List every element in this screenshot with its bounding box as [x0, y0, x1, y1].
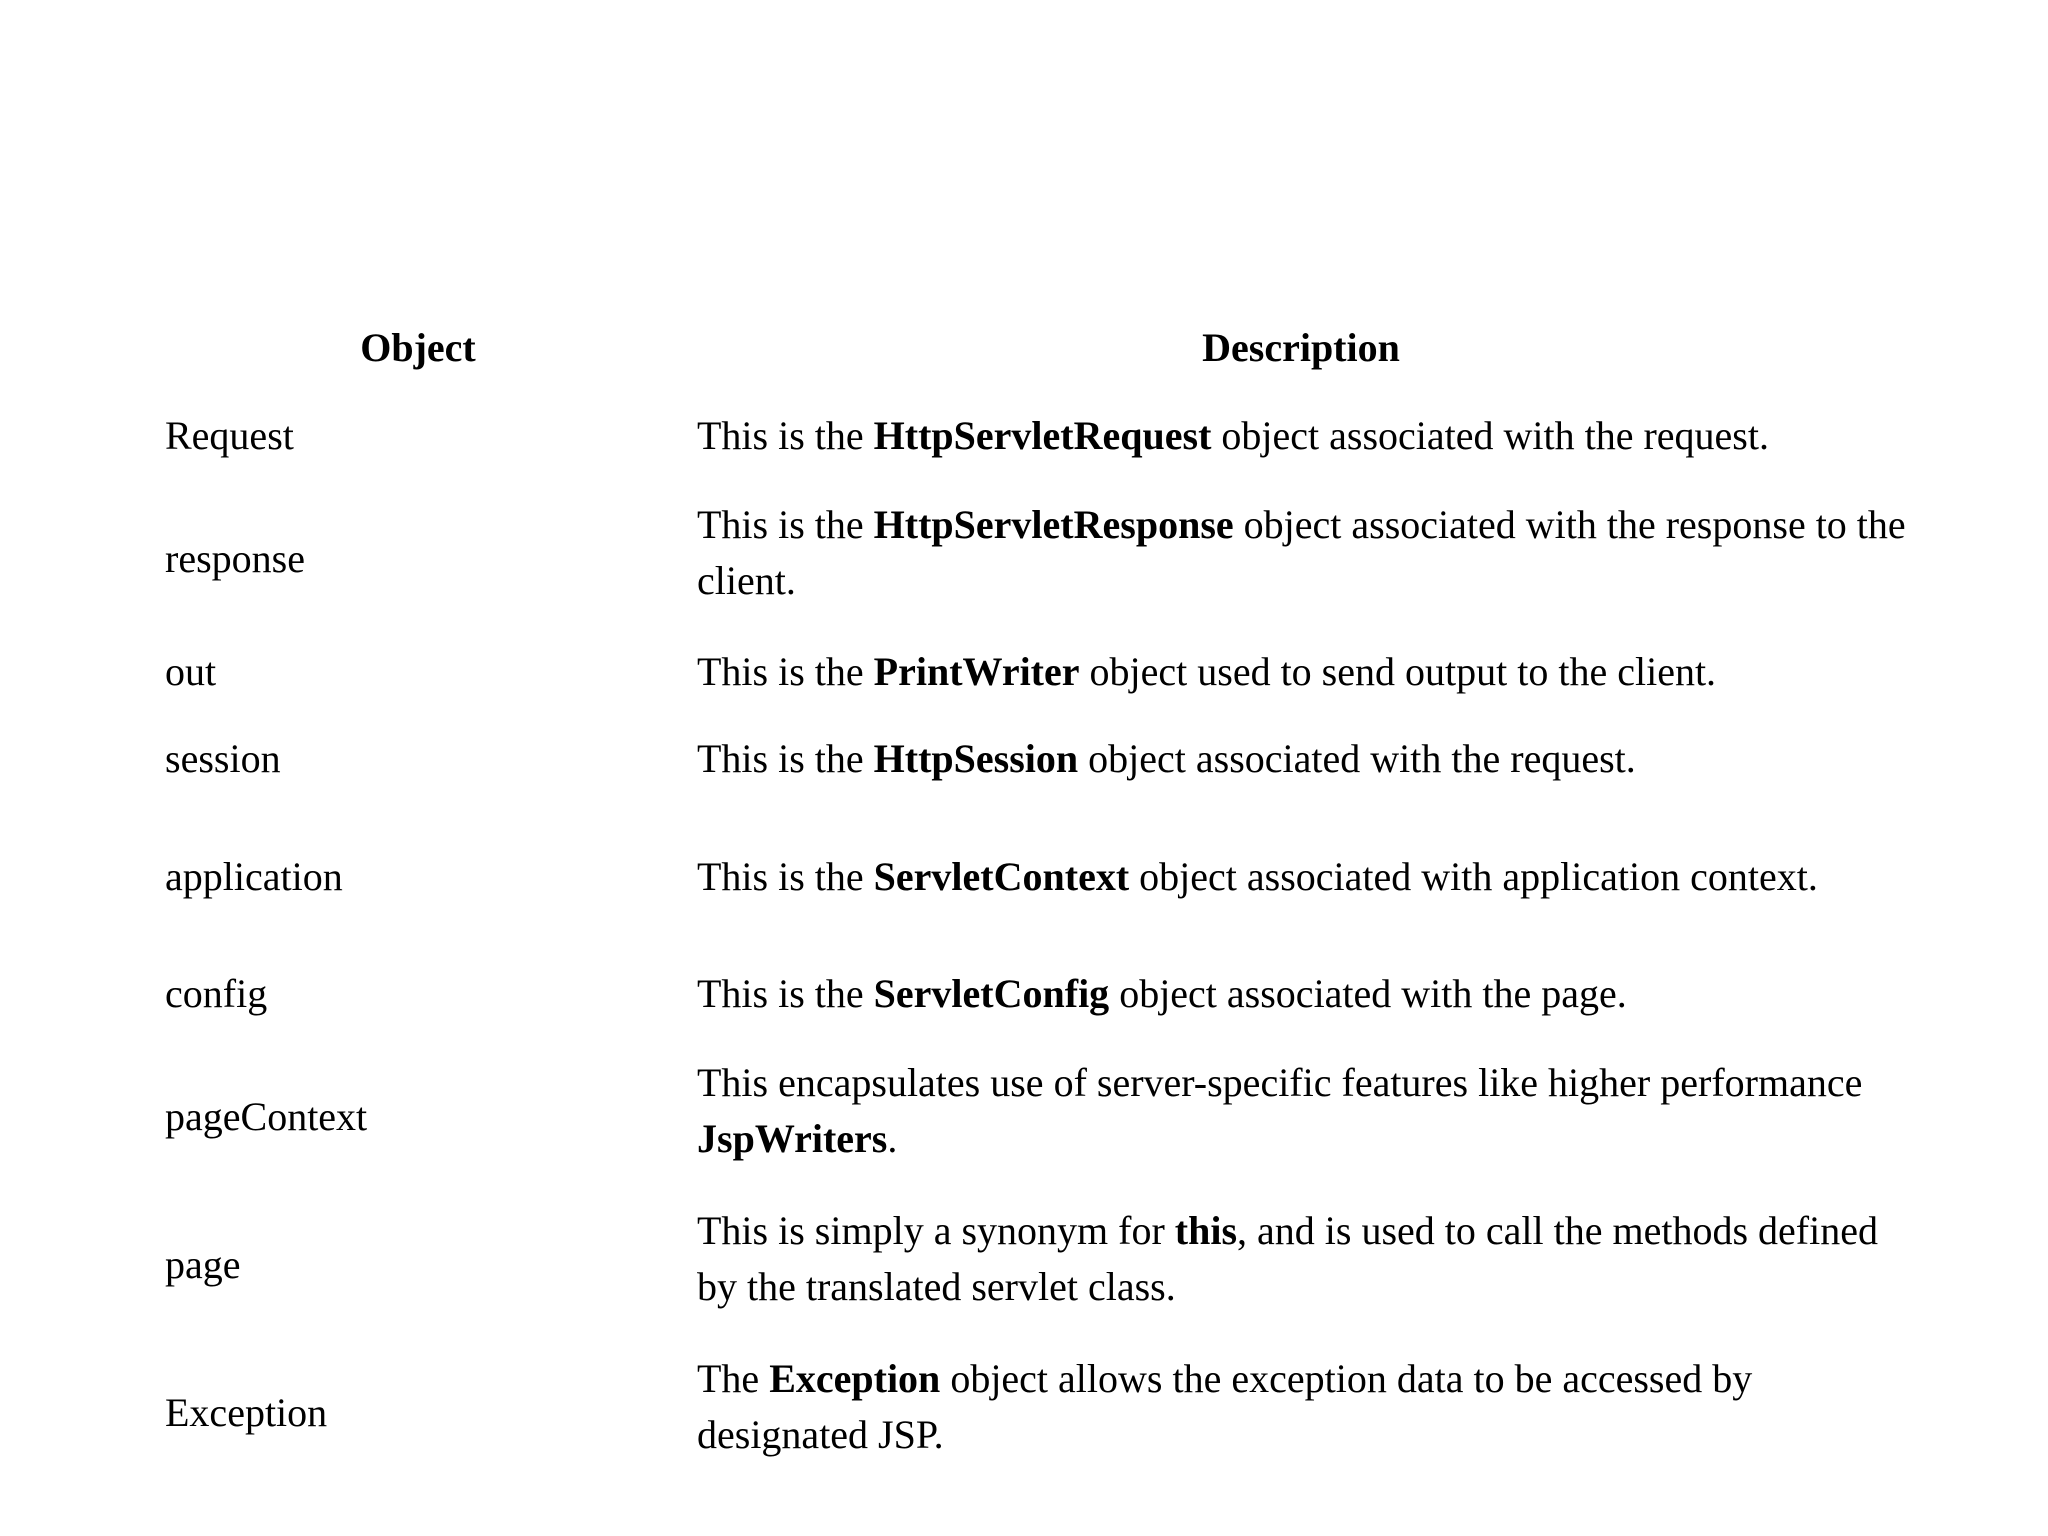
description-text: object associated with the request. [1211, 413, 1769, 458]
description-text: This is the [697, 649, 874, 694]
description-text: This encapsulates use of server-specific features like higher performance [697, 1060, 1863, 1105]
object-name: Request [165, 413, 294, 458]
description-text: object associated with the page. [1109, 971, 1627, 1016]
description-class-name: HttpServletResponse [873, 502, 1234, 547]
description-text: object associated with the request. [1078, 736, 1636, 781]
object-name: out [165, 649, 217, 694]
description-text: This is the [697, 413, 874, 458]
description-class-name: ServletConfig [873, 971, 1110, 1016]
object-description [697, 731, 1927, 787]
object-description [697, 849, 1927, 905]
object-description [697, 1203, 1927, 1315]
description-text: This is the [697, 971, 874, 1016]
object-description [697, 1055, 1927, 1167]
description-text: , and is used to call the methods defined by the translated servlet class. [697, 1208, 1878, 1309]
object-name: Exception [165, 1390, 328, 1435]
description-text: This is the [697, 736, 874, 781]
description-text: This is the [697, 502, 874, 547]
description-class-name: HttpServletRequest [873, 413, 1212, 458]
description-text: object associated with the response to the client. [697, 502, 1906, 603]
description-text: . [887, 1116, 898, 1161]
description-text: object used to send output to the client. [1079, 649, 1717, 694]
description-text: This is simply a synonym for [697, 1208, 1175, 1253]
object-name: session [165, 736, 281, 781]
description-class-name: JspWriters [697, 1116, 888, 1161]
description-class-name: PrintWriter [873, 649, 1080, 694]
description-keyword: this [1174, 1208, 1238, 1253]
description-class-name: ServletContext [873, 854, 1130, 899]
object-name: config [165, 971, 268, 1016]
description-class-name: HttpSession [873, 736, 1079, 781]
description-text: The [697, 1356, 770, 1401]
object-description [697, 644, 1927, 700]
object-description [697, 1351, 1927, 1463]
object-name: application [165, 854, 343, 899]
object-description [697, 497, 1927, 609]
object-name: response [165, 536, 305, 581]
object-description [697, 966, 1927, 1022]
description-text: object associated with application context. [1129, 854, 1818, 899]
description-text: object allows the exception data to be accessed by designated JSP. [697, 1356, 1753, 1457]
object-name: page [165, 1242, 241, 1287]
header-description: Description [1202, 325, 1400, 370]
description-text: This is the [697, 854, 874, 899]
header-object: Object [360, 325, 476, 370]
description-class-name: Exception [769, 1356, 941, 1401]
object-description [697, 408, 1927, 464]
object-name: pageContext [165, 1094, 368, 1139]
